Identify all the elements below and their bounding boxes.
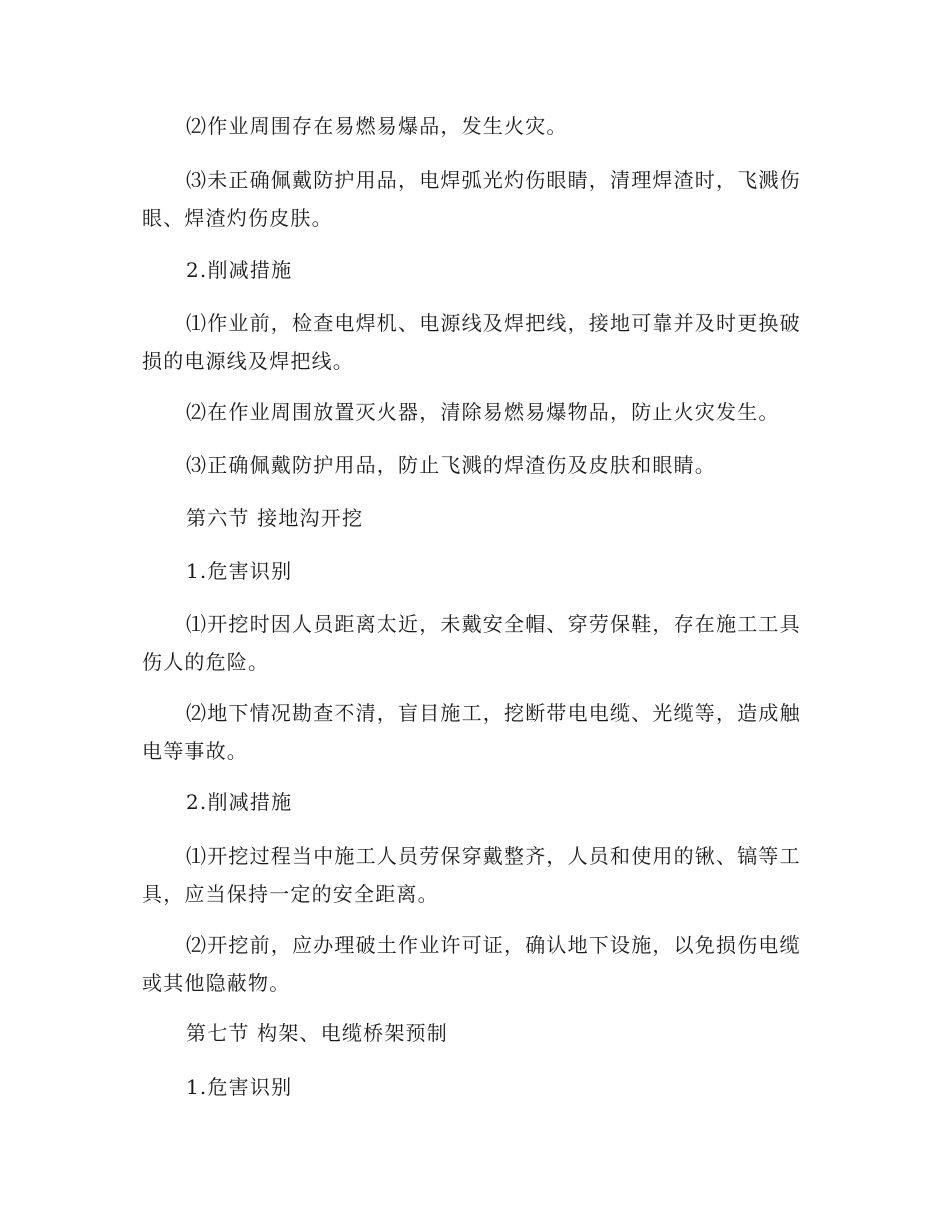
list-item-fire-hazard: ⑵作业周围存在易燃易爆品，发生火灾。 [186, 114, 568, 138]
list-item-safe-distance: ⑴开挖过程当中施工人员劳保穿戴整齐，人员和使用的锹、镐等工具，应当保持一定的安全距离。 [142, 844, 801, 906]
list-item-fire-extinguisher: ⑵在作业周围放置灭火器，清除易燃易爆物品，防止火灾发生。 [186, 400, 780, 424]
section-heading-hazard-identification-2: 1.危害识别 [186, 1075, 293, 1099]
list-item-excavation-permit: ⑵开挖前，应办理破土作业许可证，确认地下设施，以免损伤电缆或其他隐蔽物。 [142, 933, 801, 995]
list-item-tool-injury-risk: ⑴开挖时因人员距离太近，未戴安全帽、穿劳保鞋，存在施工工具伤人的危险。 [142, 612, 801, 674]
section-heading-mitigation: 2.削减措施 [186, 258, 293, 282]
section-heading-hazard-identification: 1.危害识别 [186, 559, 293, 583]
list-item-protective-gear-hazard: ⑶未正确佩戴防护用品，电焊弧光灼伤眼睛，清理焊渣时，飞溅伤眼、焊渣灼伤皮肤。 [142, 168, 801, 230]
list-item-equipment-check: ⑴作业前，检查电焊机、电源线及焊把线，接地可靠并及时更换破损的电源线及焊把线。 [142, 311, 801, 373]
section-title-frame-cable-tray: 第七节 构架、电缆桥架预制 [186, 1021, 448, 1045]
section-title-grounding-trench: 第六节 接地沟开挖 [186, 506, 364, 530]
section-heading-mitigation-2: 2.削减措施 [186, 790, 293, 814]
list-item-underground-cable-risk: ⑵地下情况勘查不清，盲目施工，挖断带电电缆、光缆等，造成触电等事故。 [142, 701, 801, 763]
list-item-wear-protection: ⑶正确佩戴防护用品，防止飞溅的焊渣伤及皮肤和眼睛。 [186, 453, 716, 477]
